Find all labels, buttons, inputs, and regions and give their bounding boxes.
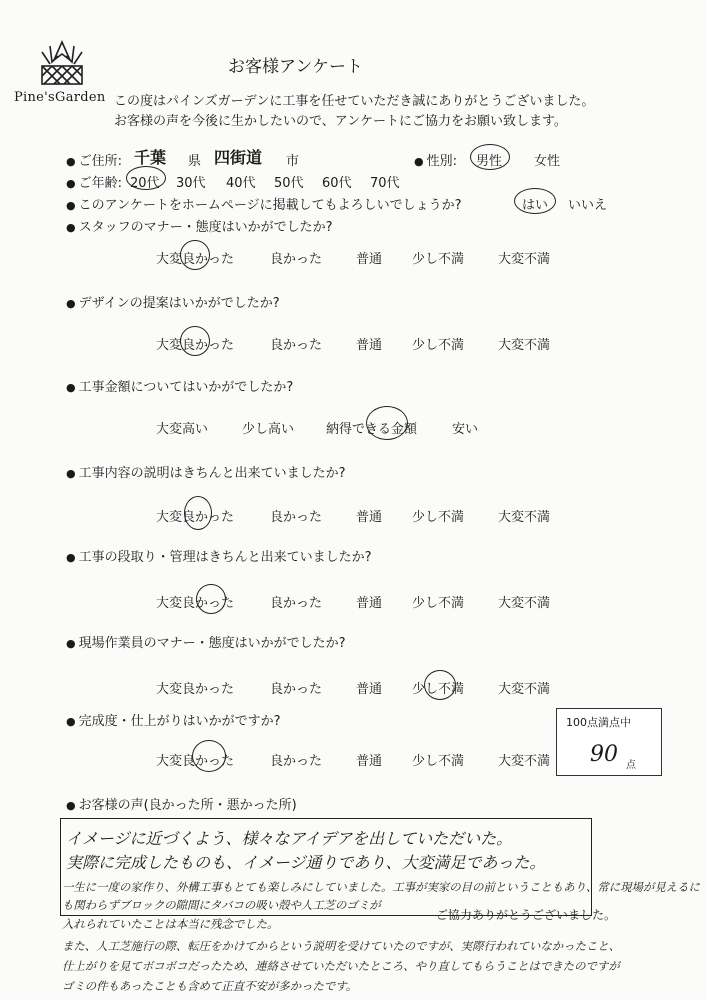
- q6-option-slightly-dissatisfied[interactable]: 少し不満: [412, 682, 465, 697]
- q7-option-very-dissatisfied[interactable]: 大変不満: [498, 754, 551, 769]
- question-2: ● デザインの提案はいかがでしたか?: [66, 296, 280, 311]
- q2-option-average[interactable]: 普通: [356, 338, 383, 353]
- thanks-text: ご協力ありがとうございました。: [436, 908, 617, 922]
- q3-option-reasonable[interactable]: 納得できる金額: [326, 422, 418, 437]
- age-label: ご年齢:: [78, 176, 122, 191]
- voice-line-5: また、人工芝施行の際、転圧をかけてからという説明を受けていたのですが、実際行われていなかったこと、: [62, 939, 621, 953]
- gender-label: 性別:: [426, 154, 457, 169]
- score-label: 100点満点中: [566, 716, 631, 729]
- voice-line-2: 実際に完成したものも、イメージ通りであり、大変満足であった。: [66, 853, 546, 872]
- logo-text: Pine'sGarden: [14, 90, 106, 105]
- q7-option-slightly-dissatisfied[interactable]: 少し不満: [412, 754, 465, 769]
- q5-option-very-dissatisfied[interactable]: 大変不満: [498, 596, 551, 611]
- intro-line-2: お客様の声を今後に生かしたいので、アンケートにご協力をお願い致します。: [114, 114, 567, 129]
- q3-option-slightly-high[interactable]: 少し高い: [242, 422, 295, 437]
- q2-option-very-good[interactable]: 大変良かった: [156, 338, 235, 353]
- address-label: ご住所:: [78, 154, 122, 169]
- bullet-icon: ●: [66, 799, 76, 812]
- intro-line-1: この度はパインズガーデンに工事を任せていただき誠にありがとうございました。: [114, 94, 595, 109]
- address-city-value[interactable]: 四街道: [214, 148, 263, 167]
- bullet-icon: ●: [66, 297, 76, 310]
- q2-selected-circle: [180, 326, 210, 356]
- q7-option-good[interactable]: 良かった: [270, 754, 323, 769]
- bullet-icon: ●: [66, 155, 76, 168]
- q3-option-cheap[interactable]: 安い: [452, 422, 479, 437]
- question-3: ● 工事金額についてはいかがでしたか?: [66, 380, 294, 395]
- page-title: お客様アンケート: [228, 57, 363, 77]
- question-7: ● 完成度・仕上がりはいかがですか?: [66, 714, 281, 729]
- q6-option-good[interactable]: 良かった: [270, 682, 323, 697]
- q2-option-good[interactable]: 良かった: [270, 338, 323, 353]
- bullet-icon: ●: [66, 637, 76, 650]
- age-option-70s[interactable]: 70代: [370, 176, 400, 191]
- bullet-icon: ●: [66, 221, 76, 234]
- publish-option-yes[interactable]: はい: [522, 198, 549, 213]
- q6-option-very-good[interactable]: 大変良かった: [156, 682, 235, 697]
- bullet-icon: ●: [66, 381, 76, 394]
- q1-option-average[interactable]: 普通: [356, 252, 383, 267]
- q5-selected-circle: [196, 584, 226, 614]
- age-option-20s[interactable]: 20代: [130, 176, 160, 191]
- pineapple-logo-icon: [22, 38, 102, 88]
- q1-option-good[interactable]: 良かった: [270, 252, 323, 267]
- address-pref-value[interactable]: 千葉: [134, 148, 167, 167]
- voice-line-4: 入れられていたことは本当に残念でした。: [62, 917, 279, 931]
- q4-option-slightly-dissatisfied[interactable]: 少し不満: [412, 510, 465, 525]
- pref-unit: 県: [188, 154, 202, 169]
- bullet-icon: ●: [66, 467, 76, 480]
- question-5: ● 工事の段取り・管理はきちんと出来ていましたか?: [66, 550, 372, 565]
- voice-line-1: イメージに近づくよう、様々なアイデアを出していただいた。: [66, 829, 513, 848]
- q7-selected-circle: [192, 740, 226, 772]
- age-option-60s[interactable]: 60代: [322, 176, 352, 191]
- voice-line-3: 一生に一度の家作り、外構工事もとても楽しみにしていました。工事が実家の目の前ということもあり、常に現場が見えるにも関わらずブロックの隙間にタバコの吸い殻や人工芝のゴミが: [62, 880, 700, 912]
- question-4: ● 工事内容の説明はきちんと出来ていましたか?: [66, 466, 346, 481]
- bullet-icon: ●: [66, 199, 76, 212]
- q4-option-good[interactable]: 良かった: [270, 510, 323, 525]
- q6-option-average[interactable]: 普通: [356, 682, 383, 697]
- q1-option-very-good[interactable]: 大変良かった: [156, 252, 235, 267]
- q1-option-very-dissatisfied[interactable]: 大変不満: [498, 252, 551, 267]
- q7-option-average[interactable]: 普通: [356, 754, 383, 769]
- q3-option-very-high[interactable]: 大変高い: [156, 422, 209, 437]
- score-unit: 点: [626, 760, 636, 771]
- q4-option-average[interactable]: 普通: [356, 510, 383, 525]
- score-value[interactable]: 90: [590, 742, 618, 767]
- voice-heading: ● お客様の声(良かった所・悪かった所): [66, 798, 297, 813]
- q5-option-average[interactable]: 普通: [356, 596, 383, 611]
- bullet-icon: ●: [66, 715, 76, 728]
- q2-option-very-dissatisfied[interactable]: 大変不満: [498, 338, 551, 353]
- age-option-30s[interactable]: 30代: [176, 176, 206, 191]
- city-unit: 市: [286, 154, 300, 169]
- q6-option-very-dissatisfied[interactable]: 大変不満: [498, 682, 551, 697]
- publish-selected-circle: [514, 188, 556, 214]
- gender-option-male[interactable]: 男性: [476, 154, 503, 169]
- q6-selected-circle: [424, 670, 456, 700]
- bullet-icon: ●: [66, 551, 76, 564]
- publish-question: ● このアンケートをホームページに掲載してもよろしいでしょうか?: [66, 198, 462, 213]
- q4-selected-circle: [184, 496, 212, 530]
- age-option-40s[interactable]: 40代: [226, 176, 256, 191]
- q4-option-very-dissatisfied[interactable]: 大変不満: [498, 510, 551, 525]
- age-row: [66, 172, 122, 191]
- address-row: [66, 150, 122, 169]
- question-6: ● 現場作業員のマナー・態度はいかがでしたか?: [66, 636, 346, 651]
- q5-option-very-good[interactable]: 大変良かった: [156, 596, 235, 611]
- gender-selected-circle: [470, 144, 510, 170]
- age-option-50s[interactable]: 50代: [274, 176, 304, 191]
- q7-option-very-good[interactable]: 大変良かった: [156, 754, 235, 769]
- q3-selected-circle: [366, 406, 408, 440]
- gender-option-female[interactable]: 女性: [534, 154, 561, 169]
- bullet-icon: ●: [414, 155, 424, 168]
- q5-option-good[interactable]: 良かった: [270, 596, 323, 611]
- voice-line-6: 仕上がりを見てボコボコだったため、連絡させていただいたところ、やり直してもらうことはできたのですが: [62, 959, 620, 973]
- question-1: ● スタッフのマナー・態度はいかがでしたか?: [66, 220, 333, 235]
- voice-line-7: ゴミの件もあったことも含めて正直不安が多かったです。: [62, 979, 358, 993]
- q1-selected-circle: [180, 240, 210, 270]
- q2-option-slightly-dissatisfied[interactable]: 少し不満: [412, 338, 465, 353]
- publish-option-no[interactable]: いいえ: [568, 198, 608, 213]
- gender-row: [414, 150, 457, 169]
- q1-option-slightly-dissatisfied[interactable]: 少し不満: [412, 252, 465, 267]
- q5-option-slightly-dissatisfied[interactable]: 少し不満: [412, 596, 465, 611]
- q4-option-very-good[interactable]: 大変良かった: [156, 510, 235, 525]
- bullet-icon: ●: [66, 177, 76, 190]
- age-selected-circle: [126, 166, 166, 190]
